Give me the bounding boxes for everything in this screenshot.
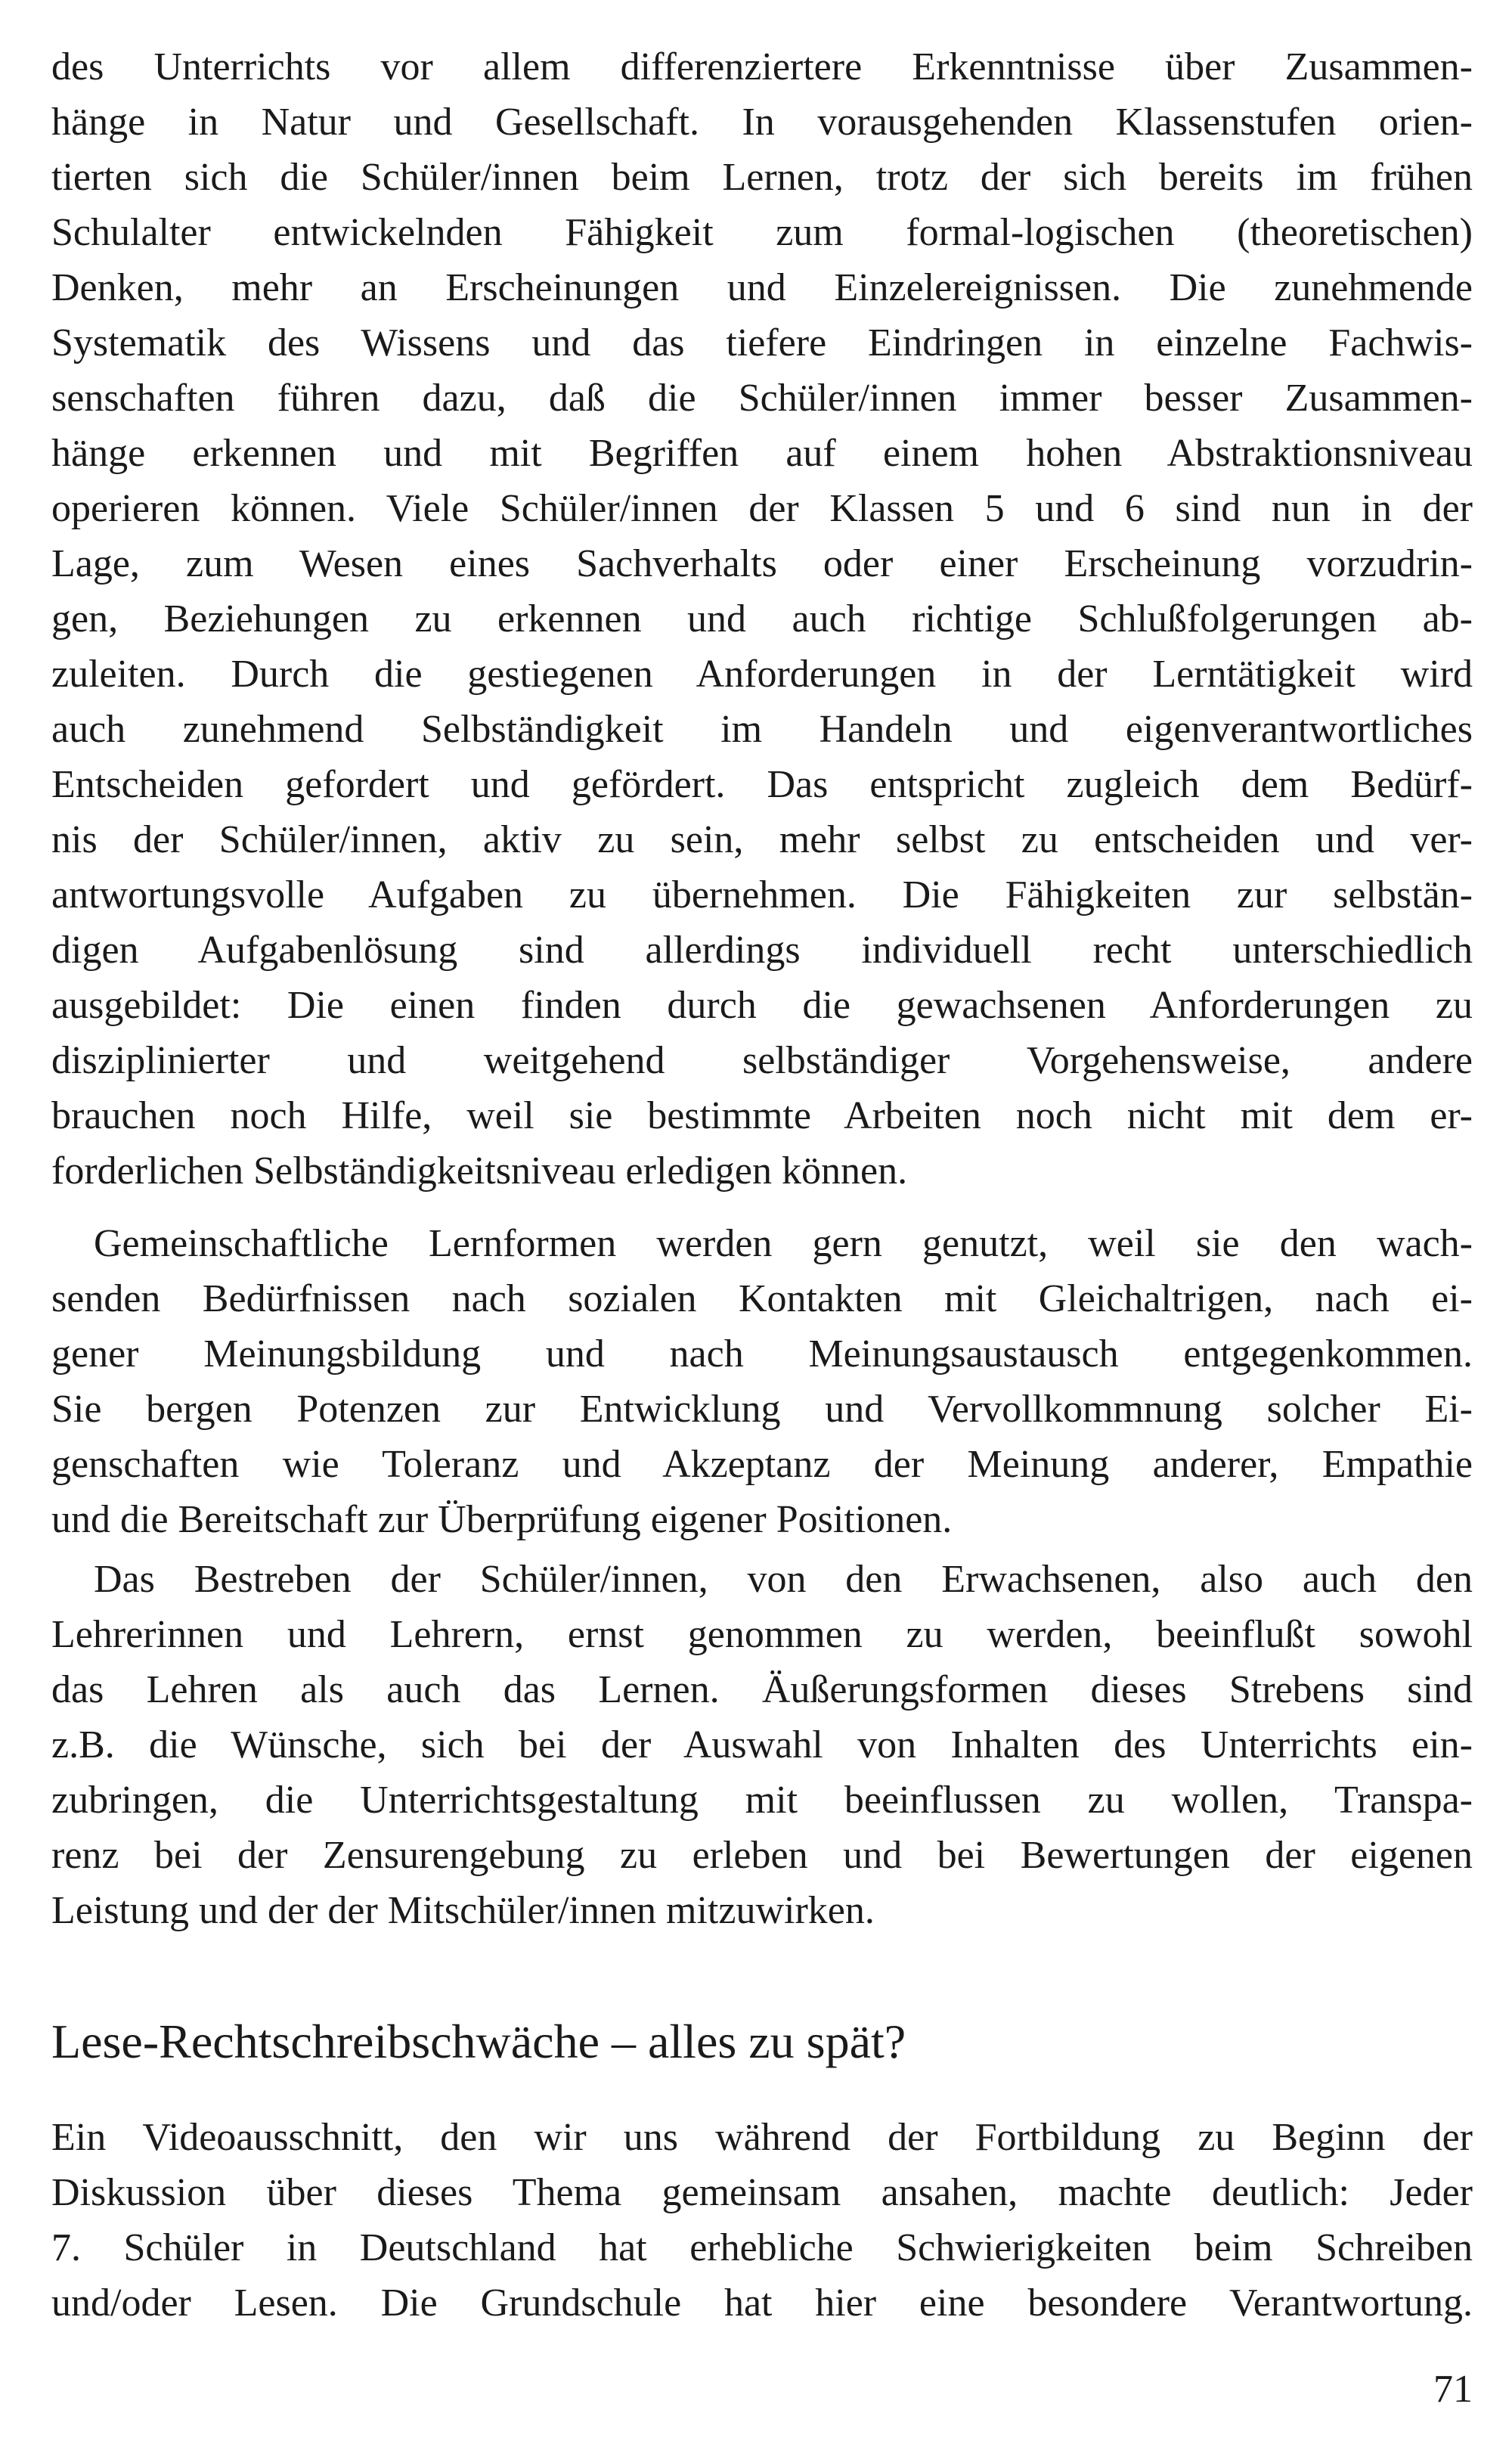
- text-line: und die Bereitschaft zur Überprüfung eigener Positionen.: [51, 1498, 953, 1541]
- text-line: Lage, zum Wesen eines Sachverhalts oder einer Erscheinung vorzudrin-: [51, 542, 1473, 585]
- text-line: 7. Schüler in Deutschland hat erhebliche Schwierigkeiten beim Schreiben: [51, 2226, 1473, 2269]
- text-line: gener Meinungsbildung und nach Meinungsaustausch entgegenkommen.: [51, 1332, 1473, 1376]
- text-line: operieren können. Viele Schüler/innen der Klassen 5 und 6 sind nun in der: [51, 487, 1473, 530]
- paragraph-3: [51, 1552, 1473, 1938]
- text-line: Systematik des Wissens und das tiefere Eindringen in einzelne Fachwis-: [51, 321, 1473, 364]
- text-line: gen, Beziehungen zu erkennen und auch richtige Schlußfolgerungen ab-: [51, 597, 1473, 641]
- text-line: hänge in Natur und Gesellschaft. In vorausgehenden Klassenstufen orien-: [51, 101, 1473, 144]
- text-line: renz bei der Zensurengebung zu erleben und bei Bewertungen der eigenen: [51, 1834, 1473, 1877]
- text-line: ausgebildet: Die einen finden durch die gewachsenen Anforderungen zu: [51, 984, 1473, 1027]
- text-line: brauchen noch Hilfe, weil sie bestimmte Arbeiten noch nicht mit dem er-: [51, 1094, 1473, 1137]
- section-heading: Lese-Rechtschreibschwäche – alles zu spät?: [51, 2015, 906, 2068]
- page-number: 71: [1433, 2368, 1473, 2411]
- text-line: senschaften führen dazu, daß die Schüler/innen immer besser Zusammen-: [51, 377, 1473, 420]
- text-line: Gemeinschaftliche Lernformen werden gern genutzt, weil sie den wach-: [94, 1222, 1473, 1265]
- text-line: das Lehren als auch das Lernen. Äußerungsformen dieses Strebens sind: [51, 1668, 1473, 1711]
- text-line: digen Aufgabenlösung sind allerdings individuell recht unterschiedlich: [51, 929, 1473, 972]
- text-line: und/oder Lesen. Die Grundschule hat hier eine besondere Verantwortung.: [51, 2281, 1473, 2325]
- text-line: des Unterrichts vor allem differenziertere Erkenntnisse über Zusammen-: [51, 45, 1473, 88]
- text-line: senden Bedürfnissen nach sozialen Kontakten mit Gleichaltrigen, nach ei-: [51, 1277, 1473, 1320]
- text-line: Sie bergen Potenzen zur Entwicklung und Vervollkommnung solcher Ei-: [51, 1388, 1473, 1431]
- text-line: nis der Schüler/innen, aktiv zu sein, mehr selbst zu entscheiden und ver-: [51, 818, 1473, 861]
- text-line: Diskussion über dieses Thema gemeinsam ansahen, machte deutlich: Jeder: [51, 2171, 1473, 2214]
- text-line: forderlichen Selbständigkeitsniveau erledigen können.: [51, 1149, 908, 1193]
- text-line: hänge erkennen und mit Begriffen auf einem hohen Abstraktionsniveau: [51, 432, 1473, 475]
- text-line: genschaften wie Toleranz und Akzeptanz der Meinung anderer, Empathie: [51, 1443, 1473, 1486]
- section-paragraph: [51, 2110, 1473, 2331]
- text-line: disziplinierter und weitgehend selbständiger Vorgehensweise, andere: [51, 1039, 1473, 1082]
- text-line: Leistung und der der Mitschüler/innen mitzuwirken.: [51, 1889, 875, 1932]
- text-line: Schulalter entwickelnden Fähigkeit zum formal-logischen (theoretischen): [51, 211, 1473, 254]
- text-line: zuleiten. Durch die gestiegenen Anforderungen in der Lerntätigkeit wird: [51, 653, 1473, 696]
- text-line: antwortungsvolle Aufgaben zu übernehmen. Die Fähigkeiten zur selbstän-: [51, 873, 1473, 917]
- text-line: Entscheiden gefordert und gefördert. Das entspricht zugleich dem Bedürf-: [51, 763, 1473, 806]
- text-line: Das Bestreben der Schüler/innen, von den Erwachsenen, also auch den: [94, 1558, 1473, 1601]
- text-line: z.B. die Wünsche, sich bei der Auswahl von Inhalten des Unterrichts ein-: [51, 1723, 1473, 1766]
- paragraph-2: [51, 1216, 1473, 1547]
- text-line: zubringen, die Unterrichtsgestaltung mit beeinflussen zu wollen, Transpa-: [51, 1779, 1473, 1822]
- text-line: Denken, mehr an Erscheinungen und Einzelereignissen. Die zunehmende: [51, 266, 1473, 309]
- text-line: Lehrerinnen und Lehrern, ernst genommen zu werden, beeinflußt sowohl: [51, 1613, 1473, 1656]
- text-line: tierten sich die Schüler/innen beim Lernen, trotz der sich bereits im frühen: [51, 156, 1473, 199]
- paragraph-1: [51, 39, 1473, 1199]
- text-line: auch zunehmend Selbständigkeit im Handeln und eigenverantwortliches: [51, 708, 1473, 751]
- text-line: Ein Videoausschnitt, den wir uns während der Fortbildung zu Beginn der: [51, 2116, 1473, 2159]
